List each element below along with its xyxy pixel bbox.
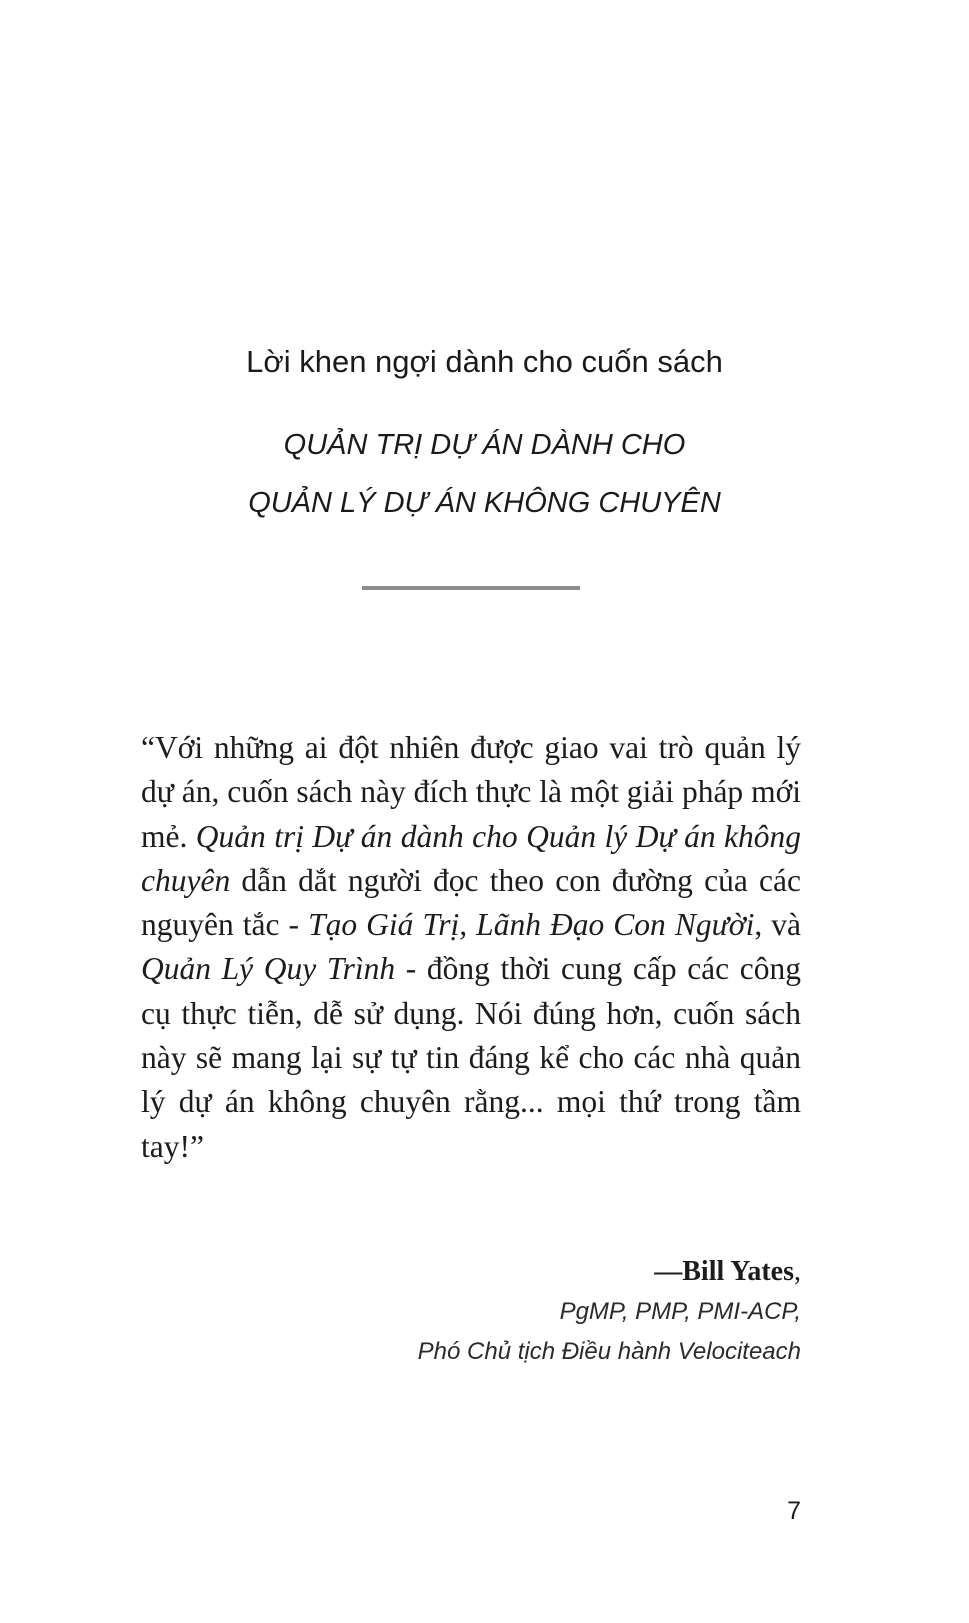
quote-principles-1: Tạo Giá Trị, Lãnh Đạo Con Người bbox=[308, 907, 755, 943]
attribution-credentials: PgMP, PMP, PMI-ACP, bbox=[559, 1298, 801, 1325]
attribution-name: —Bill Yates bbox=[654, 1256, 794, 1287]
section-divider bbox=[362, 586, 580, 590]
attribution-name-line bbox=[418, 1252, 801, 1292]
book-title bbox=[0, 416, 969, 532]
quote-attribution bbox=[418, 1252, 801, 1372]
quote-text-2: dẫn dắt người đọc theo con đường của các nguyên tắc - bbox=[141, 862, 801, 943]
praise-title: Lời khen ngợi dành cho cuốn sách bbox=[246, 344, 723, 379]
attribution-comma: , bbox=[794, 1256, 801, 1287]
praise-quote bbox=[141, 726, 801, 1169]
book-title-line-1: QUẢN TRỊ DỰ ÁN DÀNH CHO bbox=[283, 429, 686, 461]
page-number: 7 bbox=[787, 1497, 801, 1525]
attribution-role: Phó Chủ tịch Điều hành Velociteach bbox=[417, 1338, 801, 1365]
quote-text-4: - đồng thời cung cấp các công cụ thực tiễn, dễ sử dụng. Nói đúng hơn, cuốn sách này sẽ mang lại sự tự tin đáng kể cho các nhà quản lý dự án không chuyên rằng... mọi thứ trong tầm tay!” bbox=[141, 951, 801, 1164]
quote-text-1: “Với những ai đột nhiên được giao vai trò quản lý dự án, cuốn sách này đích thực là một giải pháp mới mẻ. bbox=[141, 730, 801, 854]
quote-text-3: , và bbox=[754, 907, 802, 943]
book-title-line-2: QUẢN LÝ DỰ ÁN KHÔNG CHUYÊN bbox=[248, 487, 721, 519]
quote-principles-2: Quản Lý Quy Trình bbox=[141, 951, 396, 987]
quote-book-name: Quản trị Dự án dành cho Quản lý Dự án không chuyên bbox=[141, 818, 801, 898]
